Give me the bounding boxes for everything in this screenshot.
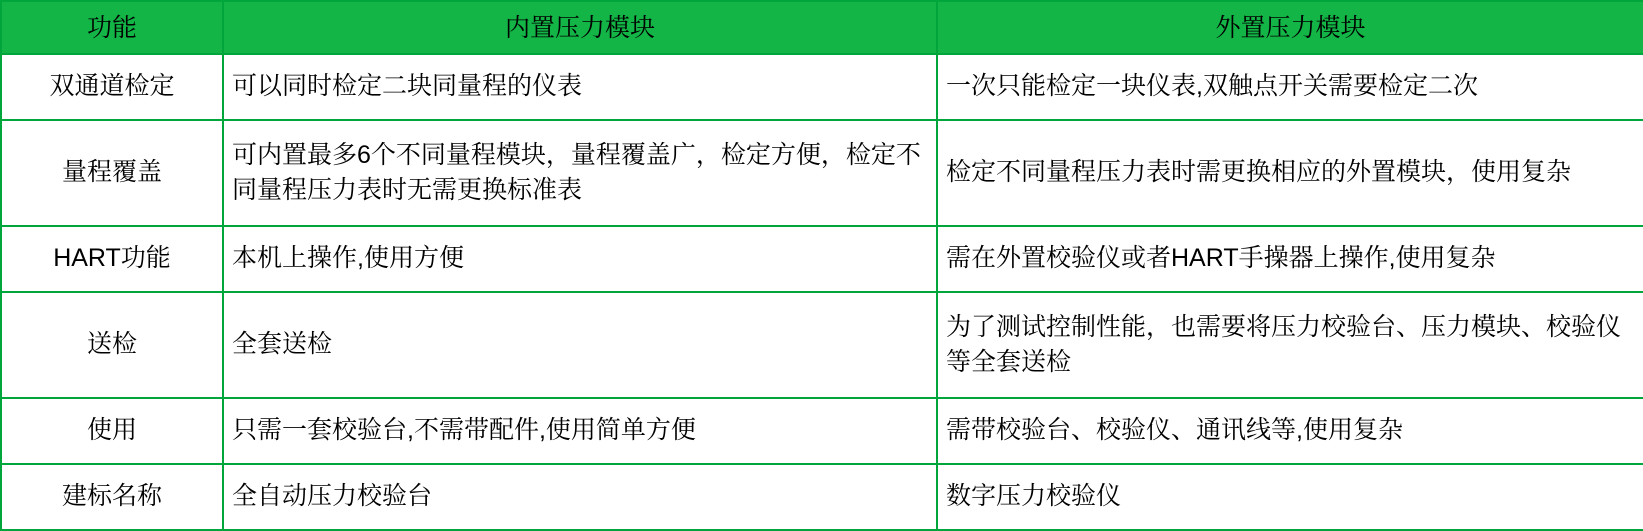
cell-feature: 送检 — [1, 292, 223, 398]
cell-feature: 建标名称 — [1, 464, 223, 530]
table-row — [1, 54, 1643, 120]
cell-builtin: 可内置最多6个不同量程模块，量程覆盖广，检定方便，检定不同量程压力表时无需更换标准表 — [223, 120, 937, 226]
cell-external: 数字压力校验仪 — [937, 464, 1643, 530]
cell-external: 一次只能检定一块仪表,双触点开关需要检定二次 — [937, 54, 1643, 120]
cell-feature: 双通道检定 — [1, 54, 223, 120]
cell-builtin: 全套送检 — [223, 292, 937, 398]
table-row — [1, 120, 1643, 226]
cell-external: 检定不同量程压力表时需更换相应的外置模块，使用复杂 — [937, 120, 1643, 226]
table-header — [1, 1, 1643, 54]
cell-feature: HART功能 — [1, 226, 223, 292]
cell-external: 为了测试控制性能，也需要将压力校验台、压力模块、校验仪等全套送检 — [937, 292, 1643, 398]
cell-builtin: 本机上操作,使用方便 — [223, 226, 937, 292]
cell-builtin: 只需一套校验台,不需带配件,使用简单方便 — [223, 398, 937, 464]
column-header-feature: 功能 — [1, 1, 223, 54]
table-row — [1, 398, 1643, 464]
table-header-row — [1, 1, 1643, 54]
cell-feature: 量程覆盖 — [1, 120, 223, 226]
cell-external: 需在外置校验仪或者HART手操器上操作,使用复杂 — [937, 226, 1643, 292]
cell-external: 需带校验台、校验仪、通讯线等,使用复杂 — [937, 398, 1643, 464]
table-row — [1, 464, 1643, 530]
column-header-builtin-module: 内置压力模块 — [223, 1, 937, 54]
cell-builtin: 全自动压力校验台 — [223, 464, 937, 530]
cell-feature: 使用 — [1, 398, 223, 464]
column-header-external-module: 外置压力模块 — [937, 1, 1643, 54]
table-row — [1, 226, 1643, 292]
cell-builtin: 可以同时检定二块同量程的仪表 — [223, 54, 937, 120]
table-row — [1, 292, 1643, 398]
table-body — [1, 54, 1643, 530]
